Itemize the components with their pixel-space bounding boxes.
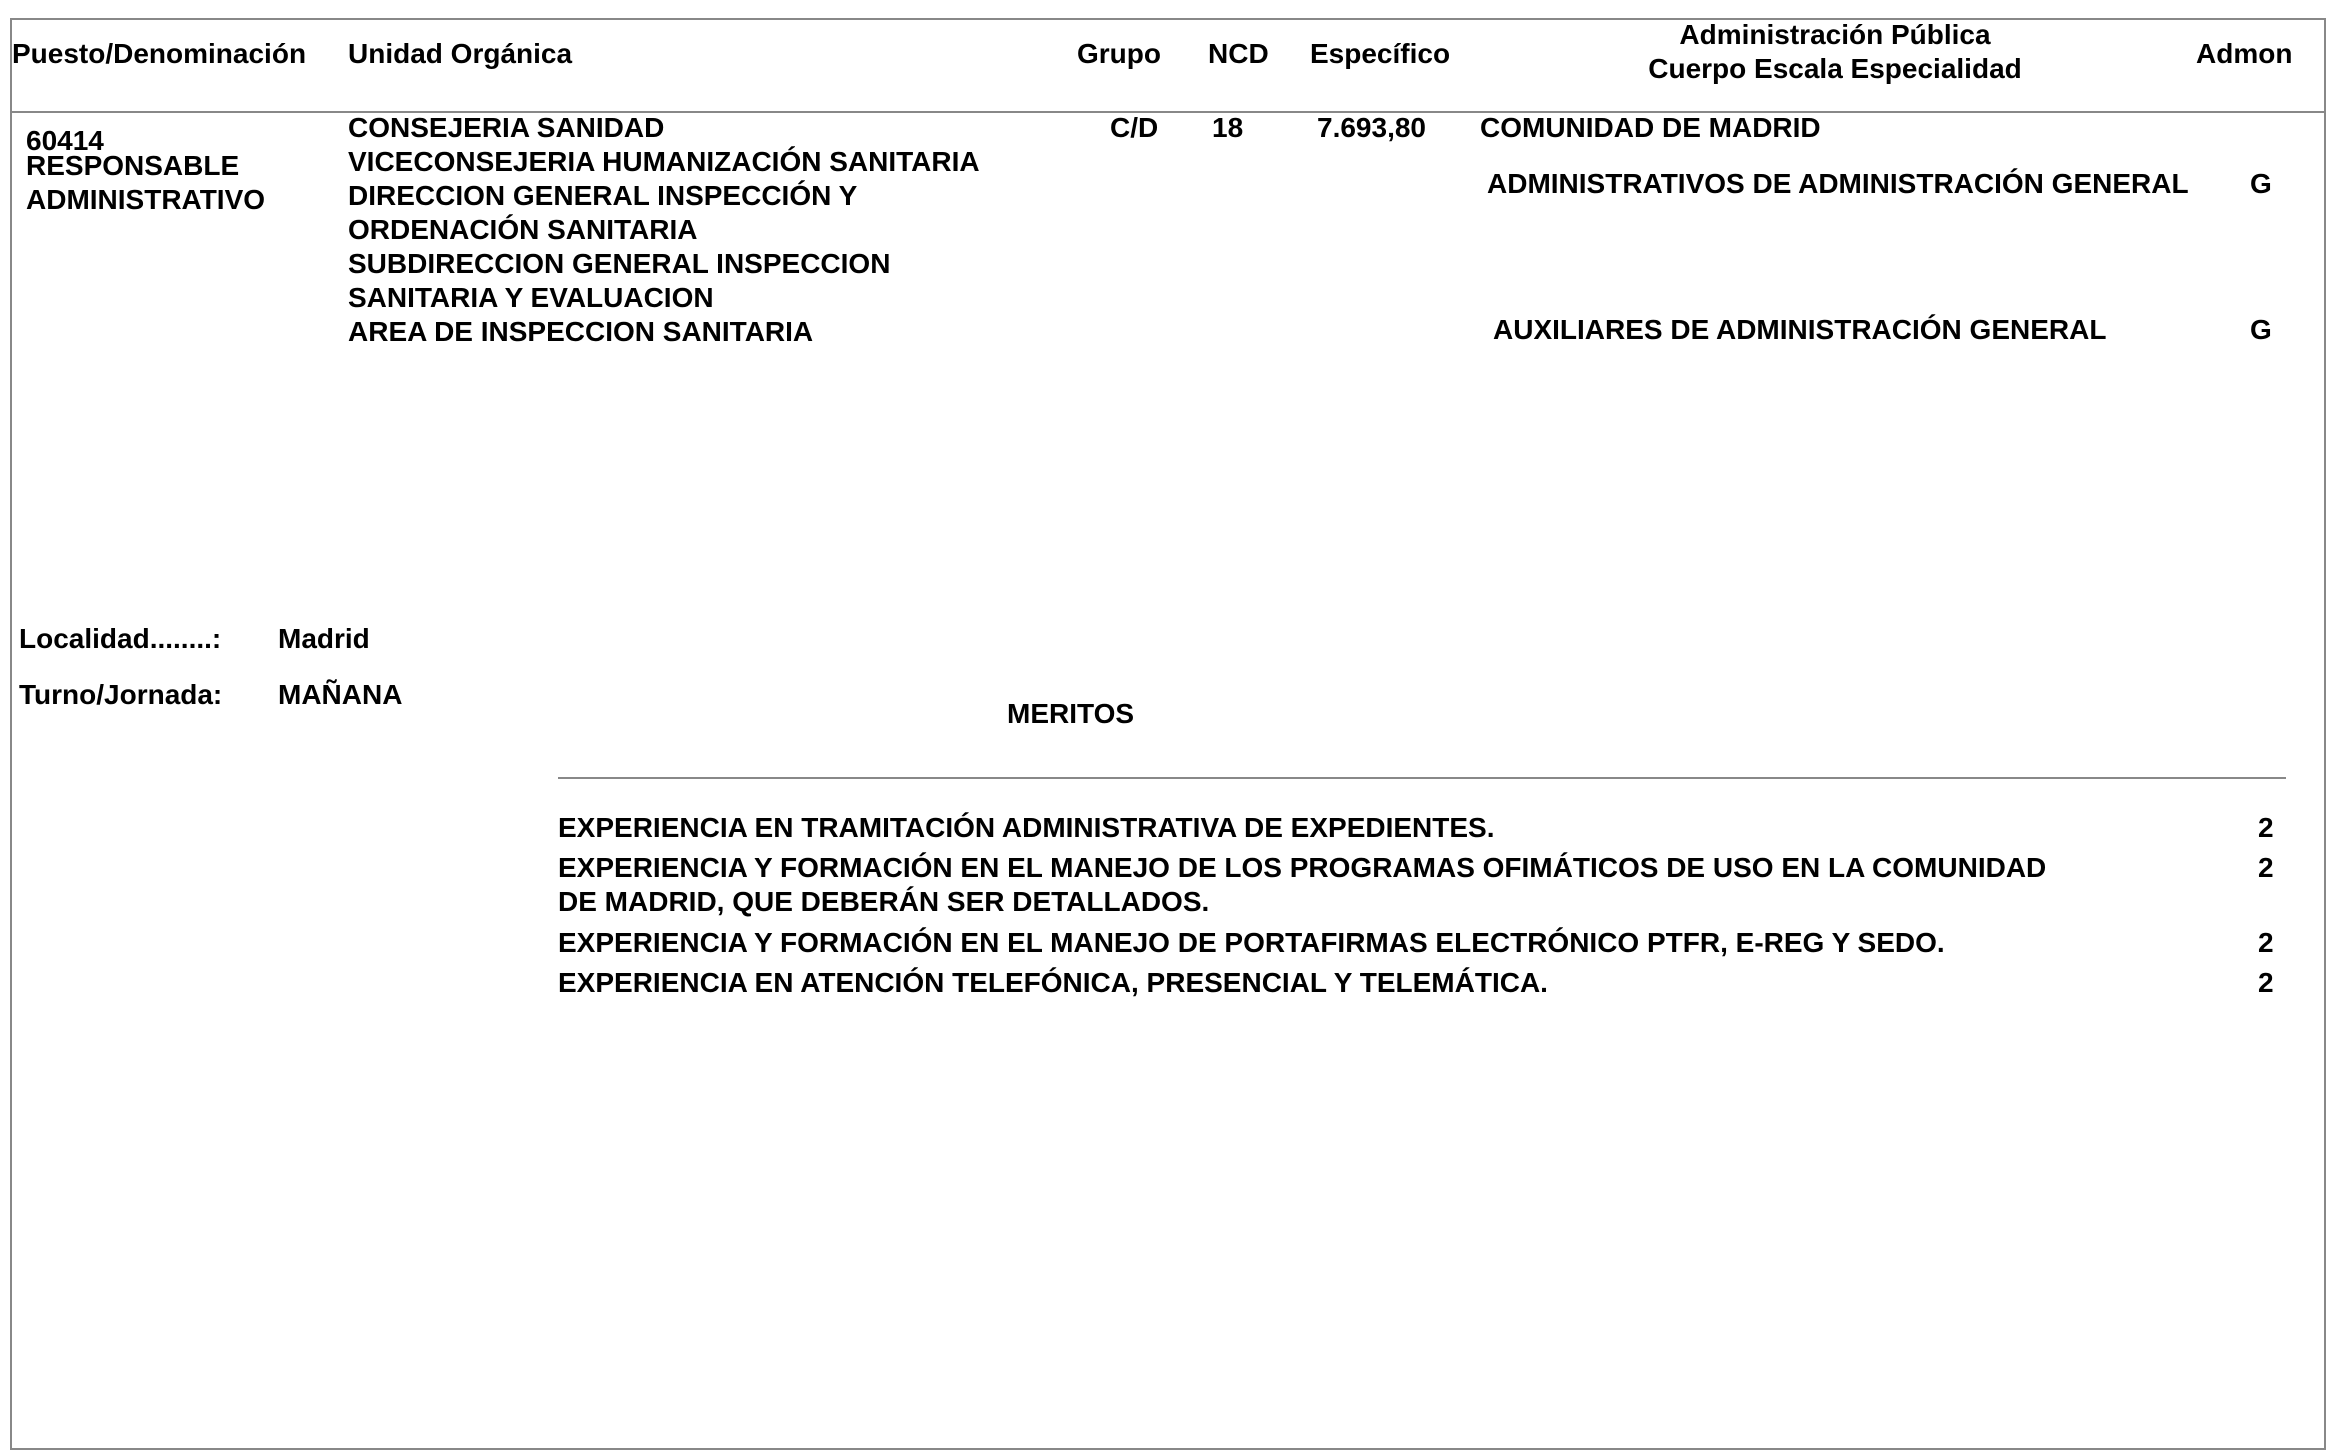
merito-points: 2 <box>2258 927 2274 958</box>
unidad-line: AREA DE INSPECCION SANITARIA <box>348 316 814 347</box>
header-puesto: Puesto/Denominación <box>12 38 307 69</box>
header-ncd: NCD <box>1208 38 1269 69</box>
cuerpo-admon: G <box>2250 168 2272 199</box>
merito-text: EXPERIENCIA EN ATENCIÓN TELEFÓNICA, PRESENCIAL Y TELEMÁTICA. <box>558 967 1548 998</box>
merito-text: EXPERIENCIA EN TRAMITACIÓN ADMINISTRATIVA DE EXPEDIENTES. <box>558 812 1495 843</box>
unidad-line: VICECONSEJERIA HUMANIZACIÓN SANITARIA <box>348 146 980 177</box>
merito-points: 2 <box>2258 852 2274 883</box>
header-admon: Admon <box>2196 38 2293 69</box>
puesto-code: 60414 <box>26 125 104 156</box>
cuerpo-admon: G <box>2250 314 2272 345</box>
header-cuerpo-escala: Cuerpo Escala Especialidad <box>1648 53 2022 84</box>
puesto-administracion: COMUNIDAD DE MADRID <box>1480 112 1821 143</box>
merito-points: 2 <box>2258 812 2274 843</box>
unidad-line: ORDENACIÓN SANITARIA <box>348 214 698 245</box>
unidad-line: DIRECCION GENERAL INSPECCIÓN Y <box>348 180 858 211</box>
puesto-especifico: 7.693,80 <box>1317 112 1426 143</box>
merito-text-continued: DE MADRID, QUE DEBERÁN SER DETALLADOS. <box>558 886 1210 917</box>
turno-value: MAÑANA <box>278 679 403 710</box>
merito-text: EXPERIENCIA Y FORMACIÓN EN EL MANEJO DE PORTAFIRMAS ELECTRÓNICO PTFR, E-REG Y SEDO. <box>558 927 1945 958</box>
header-especifico: Específico <box>1310 38 1451 69</box>
cuerpo-name: ADMINISTRATIVOS DE ADMINISTRACIÓN GENERAL <box>1487 168 2189 199</box>
turno-label: Turno/Jornada: <box>19 679 223 710</box>
header-unidad: Unidad Orgánica <box>348 38 573 69</box>
header-grupo: Grupo <box>1077 38 1161 69</box>
unidad-line: CONSEJERIA SANIDAD <box>348 112 665 143</box>
localidad-value: Madrid <box>278 623 370 654</box>
puesto-name-line2: ADMINISTRATIVO <box>26 184 266 215</box>
unidad-line: SANITARIA Y EVALUACION <box>348 282 714 313</box>
merito-text: EXPERIENCIA Y FORMACIÓN EN EL MANEJO DE LOS PROGRAMAS OFIMÁTICOS DE USO EN LA COMUNIDAD <box>558 852 2047 883</box>
puesto-ncd: 18 <box>1212 112 1244 143</box>
cuerpo-name: AUXILIARES DE ADMINISTRACIÓN GENERAL <box>1493 314 2107 345</box>
puesto-name-line1: RESPONSABLE <box>26 150 240 181</box>
meritos-divider <box>558 777 2286 779</box>
localidad-label: Localidad........: <box>19 623 222 654</box>
merito-points: 2 <box>2258 967 2274 998</box>
unidad-line: SUBDIRECCION GENERAL INSPECCION <box>348 248 891 279</box>
puesto-grupo: C/D <box>1110 112 1159 143</box>
header-admin-publica: Administración Pública <box>1679 19 1991 50</box>
meritos-title: MERITOS <box>1007 698 1135 729</box>
